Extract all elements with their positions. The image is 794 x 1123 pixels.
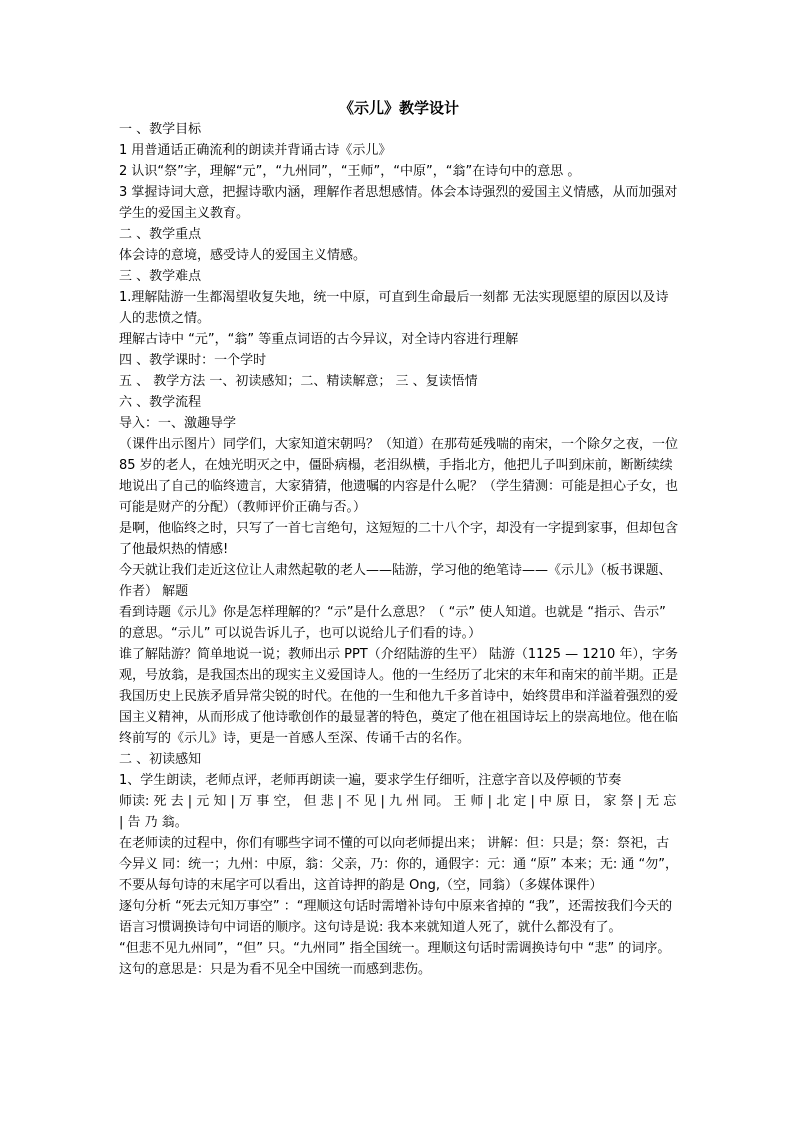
paragraph: 师读: 死 去 | 元 知 | 万 事 空， 但 悲 | 不 见 | 九 州 同。 王 师 | 北 定 | 中 原 日， 家 祭 | 无 忘 | 告 乃 翁。 bbox=[119, 794, 677, 830]
paragraph: 在老师读的过程中，你们有哪些字词不懂的可以向老师提出来； 讲解：但：只是；祭：祭祀，古今异义 同：统一；九州：中原，翁：父亲，乃：你的，通假字：元：通 “原” 本来；无: 通 “勿”，不要从每句诗的末尾字可以看出，这首诗押的韵是 Ong,（空，同翁）（多媒体课件） bbox=[119, 836, 678, 893]
paragraph: 看到诗题《示儿》你是怎样理解的？“示”是什么意思？（ “示” 使人知道。也就是 “指示、告示” 的意思。“示儿” 可以说告诉儿子，也可以说给儿子们看的诗。） bbox=[119, 605, 666, 641]
document-body bbox=[119, 119, 679, 980]
paragraph: 二 、初读感知 bbox=[119, 752, 202, 767]
paragraph: 一 、教学目标 bbox=[119, 122, 202, 137]
paragraph: 逐句分析 “死去元知万事空” ：“理顺这句话时需增补诗句中原来省掉的 “我”，还需按我们今天的语言习惯调换诗句中词语的顺序。这句诗是说: 我本来就知道人死了，就什么都没有了。 bbox=[119, 899, 673, 935]
paragraph: 是啊，他临终之时，只写了一首七言绝句，这短短的二十八个字，却没有一字提到家事，但却包含了他最炽热的情感! bbox=[119, 521, 679, 557]
paragraph: 1.理解陆游一生都渴望收复失地，统一中原，可直到生命最后一刻都 无法实现愿望的原因以及诗人的悲愤之情。 bbox=[119, 290, 669, 326]
paragraph: 六 、教学流程 bbox=[119, 395, 202, 410]
paragraph: “但悲不见九州同”，“但” 只。“九州同” 指全国统一。理顺这句话时需调换诗句中 “悲” 的词序。这句的意思是：只是为看不见全中国统一而感到悲伤。 bbox=[119, 941, 671, 977]
document-title: 《示儿》教学设计 bbox=[338, 99, 459, 117]
paragraph: 理解古诗中 “元”，“翁” 等重点词语的古今异议，对全诗内容进行理解 bbox=[119, 332, 519, 347]
paragraph: 2 认识“祭”字，理解“元”，“九州同”，“王师”，“中原”，“翁”在诗句中的意思 。 bbox=[119, 164, 581, 179]
paragraph: 四 、教学课时：一个学时 bbox=[119, 353, 267, 368]
paragraph: 谁了解陆游？简单地说一说；教师出示 PPT（介绍陆游的生平） 陆游（1125 — 1210 年），字务观，号放翁，是我国杰出的现实主义爱国诗人。他的一生经历了北宋的末年和南宋的前半期。正是我国历史上民族矛盾异常尖锐的时代。在他的一生和他九千多首诗中，始终贯串和洋溢着强烈的爱国主义精神，从而形成了他诗歌创作的最显著的特色，奠定了他在祖国诗坛上的崇高地位。他在临终前写的《示儿》诗，更是一首感人至深、传诵千古的名作。 bbox=[119, 647, 679, 746]
paragraph: 1 用普通话正确流利的朗读并背诵古诗《示儿》 bbox=[119, 143, 392, 158]
paragraph: 导入：一、激趣导学 bbox=[119, 416, 237, 431]
paragraph: 二 、教学重点 bbox=[119, 227, 202, 242]
paragraph: 今天就让我们走近这位让人肃然起敬的老人——陆游，学习他的绝笔诗——《示儿》（板书课题、作者） 解题 bbox=[119, 563, 672, 599]
paragraph: 五 、 教学方法 一、初读感知；二、精读解意； 三 、复读悟情 bbox=[119, 374, 478, 389]
paragraph: 1、学生朗读，老师点评，老师再朗读一遍，要求学生仔细听，注意字音以及停顿的节奏 bbox=[119, 773, 622, 788]
paragraph: 三 、教学难点 bbox=[119, 269, 202, 284]
paragraph: 3 掌握诗词大意，把握诗歌内涵，理解作者思想感情。体会本诗强烈的爱国主义情感，从而加强对学生的爱国主义教育。 bbox=[119, 185, 678, 221]
document-page bbox=[119, 97, 679, 980]
paragraph: （课件出示图片）同学们，大家知道宋朝吗？（知道）在那苟延残喘的南宋，一个除夕之夜，一位 85 岁的老人，在烛光明灭之中，僵卧病榻，老泪纵横，手指北方，他把儿子叫到床前，断断续续地说出了自己的临终遗言，大家猜猜，他遗嘱的内容是什么呢？（学生猜测：可能是担心子女，也可能是财产的分配）（教师评价正确与否。） bbox=[119, 437, 679, 515]
paragraph: 体会诗的意境，感受诗人的爱国主义情感。 bbox=[119, 248, 367, 263]
